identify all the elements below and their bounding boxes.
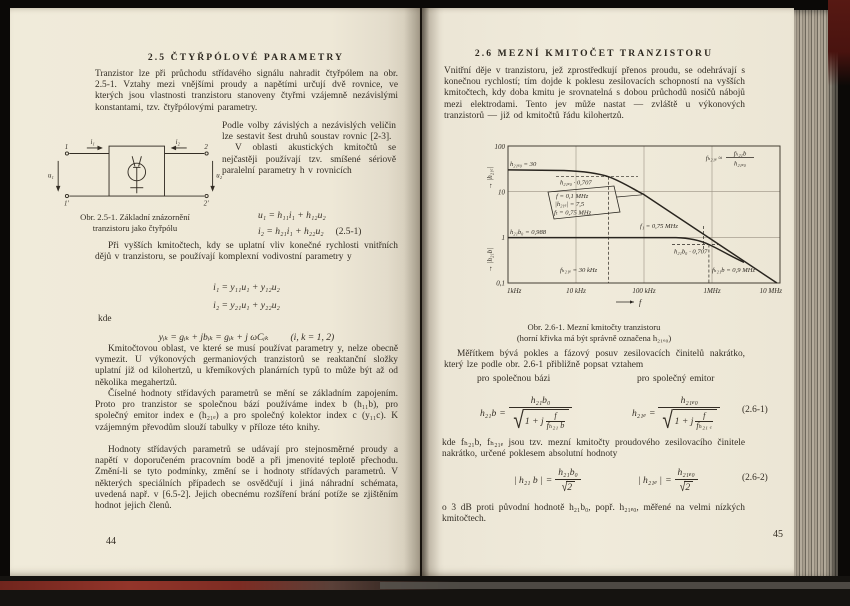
- eq-numerator: h₂₁b₀: [509, 395, 573, 408]
- eq-lhs: | h₂₁ b |: [514, 475, 543, 487]
- formula-lhs: fₕ₂₁ₑ ≈: [705, 155, 722, 162]
- equation-2-6-1-row: [422, 389, 794, 435]
- ytick-10: 10: [498, 188, 505, 197]
- paragraph-hodnoty: Hodnoty střídavých parametrů se udávají pro stejnosměrné proudy a napětí v doporučeném pracovním bodě a při jmenovité teplotě přechodu. Změní-li se tyto podmínky, změní se i hodnoty střídavých parametrů. V některých speciálních případech se osvědčují i jiná náhradní schémata, uvedená např. v [6.5-2]. Jejich obecnému rozšíření brání potíže se zjištěním hodnot jejich členů.: [95, 445, 398, 512]
- figure-caption-line-2: tranzistoru jako čtyřpólu: [92, 222, 178, 233]
- ytick-100: 100: [494, 143, 505, 151]
- figure-caption-2-5-1: [40, 212, 230, 233]
- annotation-line-1: f = 0,1 MHz: [556, 193, 589, 200]
- equation-h-line1: u₁ = h₁₁i₁ + h₁₂u₂: [258, 210, 326, 221]
- section-header-2-5: 2.5 ČTYŘPÓLOVÉ PARAMETRY: [147, 52, 345, 63]
- paragraph-meritkem: Měřítkem bývá pokles a fázový posuv zesilovacích činitelů nakrátko, který lze podle obr. 2.6-1 přibližně popsat vztahem: [444, 349, 745, 371]
- transistor-symbol: [128, 156, 146, 193]
- text-kde: kde: [98, 314, 112, 324]
- chart-annotation-box: [548, 186, 642, 219]
- formula-denominator: h₂₁ₑ₀: [734, 160, 746, 168]
- equation-y-line2: i₂ = y₂₁u₁ + y₂₂u₂: [213, 300, 280, 311]
- chart-formula: [706, 151, 754, 168]
- figure-caption-line-1: Obr. 2.5-1. Základní znázornění: [80, 212, 190, 222]
- paragraph-kde-fh21: kde fₕ₂₁b, fₕ₂₁ₑ jsou tzv. mezní kmitočty proudového zesilovacího činitele nakrátko, určené poklesem absolutní hodnoty: [442, 438, 745, 460]
- equation-yik-body: yᵢₖ = gᵢₖ + jbᵢₖ = gᵢₖ + j ωCᵢₖ: [158, 332, 269, 343]
- eq-lhs: h₂₁ₑ: [632, 407, 646, 419]
- xtick-10khz: 10 kHz: [566, 287, 586, 295]
- figure-caption-line-2: (horní křivka má být správně označena h₂₁ₑ₀): [516, 332, 672, 343]
- eq-denominator: 2: [684, 481, 693, 493]
- equation-2-6-2-row: [422, 465, 794, 497]
- annotation-line-2: |h₂₁ₑ| = 7,5: [555, 201, 585, 208]
- ytick-0-1: 0,1: [496, 279, 505, 288]
- voltage-label-u2: u₂: [216, 172, 223, 180]
- terminal-label-2p: 2′: [203, 200, 209, 208]
- figure-caption-line-1: Obr. 2.6-1. Mezní kmitočty tranzistoru: [527, 322, 661, 332]
- eq-numerator: h₂₁ₑ₀: [675, 467, 698, 480]
- paragraph-3db: o 3 dB proti původní hodnotě h₂₁b₀, popř. h₂₁ₑ₀, měřené na velmi nízkých kmitočtech.: [442, 503, 745, 525]
- annotation-line-3: fₜ = 0,75 MHz: [554, 209, 592, 217]
- equation-number-2-5-1: (2.5-1): [335, 226, 362, 237]
- eq-numerator: h₂₁b₀: [555, 467, 581, 480]
- paragraph-intro-left: Tranzistor lze při průchodu střídavého signálu nahradit čtyřpólem na obr. 2.5-1. Vztahy mezi vnějšími proudy a napětími určují dvě rovnice, ve kterých jsou vlastnosti tranzistoru stanoveny čtyřmi vzájemně nezávislými konstantami, tzv. čtyřpólovými parametry.: [95, 69, 398, 113]
- equation-2-5-1: [258, 205, 361, 237]
- table-edge: [0, 576, 850, 606]
- four-pole-diagram: [48, 134, 223, 210]
- equation-number-2-6-1: (2.6-1): [742, 405, 768, 415]
- column-header-base: pro společnou bázi: [477, 374, 551, 384]
- section-header-2-6: 2.6 MEZNÍ KMITOČET TRANZISTORU: [474, 48, 714, 59]
- paragraph-ciselne: Číselné hodnoty střídavých parametrů se mění se základním zapojením. Proto pro tranzistor se společnou bází používáme index b (h₁₁b), pro společný emitor index e (h₂₁ₑ) a pro společný kolektor index c (y₁₁c). K vzájemným převodům slouží tabulky v příloze této knihy.: [95, 389, 398, 433]
- label-h21e0-707: h₂₁ₑ₀ · 0,707: [560, 179, 592, 187]
- figure-caption-2-6-1: [444, 322, 744, 343]
- terminal-label-1: 1: [64, 143, 69, 151]
- equation-2-6-1-base: h₂₁b = h₂₁b₀ √ 1 + j $\frac{f}{\text{fₕ₂₁ b}}$: [480, 395, 572, 431]
- label-fh21e: fₕ₂₁ₑ = 30 kHz: [560, 267, 598, 274]
- y-axis-label-h21e: → |h₂₁ₑ|: [486, 166, 494, 190]
- label-h21b0-707: h₂₁b₀ · 0,707: [674, 248, 708, 256]
- xtick-10mhz: 10 MHz: [759, 287, 782, 295]
- book-cover-edge: [828, 0, 850, 86]
- equation-2-6-2-emitor: | h₂₁ₑ | = h₂₁ₑ₀ √ 2: [638, 467, 698, 494]
- ytick-1: 1: [501, 234, 505, 242]
- label-h21e0: h₂₁ₑ₀ = 30: [510, 161, 537, 168]
- equation-yik: [95, 327, 398, 345]
- eq-denominator: 2: [566, 481, 575, 493]
- eq-den-pre: 1 + j: [524, 415, 544, 427]
- current-label-i1: i₁: [90, 139, 95, 147]
- equation-yik-condition: (i, k = 1, 2): [290, 332, 335, 343]
- y-axis-label-h21b: → |h₂₁b|: [486, 247, 494, 273]
- column-header-emitor: pro společný emitor: [637, 374, 715, 384]
- x-axis-label: f: [639, 298, 642, 307]
- eq-sign: =: [545, 475, 553, 487]
- right-column-text: [222, 121, 396, 177]
- paragraph-v-oblasti: V oblasti akustických kmitočtů se nejčastěji používají tzv. smíšené sériově paralelní parametry h v rovnicích: [222, 143, 396, 176]
- right-page: [422, 8, 794, 576]
- current-label-i2: i₂: [175, 139, 180, 147]
- equation-y-line1: i₁ = y₁₁u₁ + y₁₂u₂: [213, 282, 280, 293]
- eq-sign: =: [499, 407, 506, 419]
- left-page: [10, 8, 420, 576]
- formula-numerator: fₕ₂₁b: [733, 150, 747, 158]
- page-number-44: 44: [106, 536, 116, 547]
- eq-den-num: f: [695, 412, 713, 422]
- frequency-response-chart: [486, 138, 788, 312]
- eq-den-den: fₕ₂₁ b: [546, 420, 565, 430]
- xtick-1mhz: 1MHz: [703, 287, 721, 295]
- xtick-100khz: 100 kHz: [632, 287, 656, 295]
- equation-y: [95, 277, 398, 295]
- paragraph-intro-right: Vnitřní děje v tranzistoru, jež zprostředkují přenos proudu, se odehrávají s konečnou rychlostí; tím dojde k poklesu zesilovacích schopností na vyšších kmitočtech, kdy doba kmitu je srovnatelná s dobou průchodů nosičů nábojů mezi elektrodami. Tento jev může nastat — zvláště u výkonových tranzistorů — již od kmitočtů řádu kilohertzů.: [444, 66, 745, 121]
- xtick-1khz: 1kHz: [507, 287, 522, 295]
- x-axis-label-group: [616, 298, 643, 307]
- voltage-label-u1: u₁: [48, 172, 54, 180]
- page-number-45: 45: [773, 529, 783, 540]
- chart-labels: [510, 161, 755, 274]
- equation-2-6-2-base: | h₂₁ b | = h₂₁b₀ √ 2: [514, 467, 581, 494]
- eq-lhs: h₂₁b: [480, 407, 497, 419]
- eq-den-den: fₕ₂₁ ₑ: [696, 420, 713, 430]
- label-fh21b: fₕ₂₁b = 0,9 MHz: [712, 267, 756, 274]
- eq-sign: =: [648, 407, 656, 419]
- paragraph-kmitoctovou: Kmitočtovou oblast, ve které se musí používat parametry y, nelze obecně vymezit. U výkonových germaniových tranzistorů se reaktanční složky uplatní již od kilohertzů, u křemíkových planárních typů to může být až od několika megahertzů.: [95, 344, 398, 388]
- table-surface-strip: [380, 582, 850, 589]
- label-h21b0: h₂₁b₀ = 0,988: [510, 229, 547, 236]
- equation-2-6-1-emitor: h₂₁ₑ = h₂₁ₑ₀ √ 1 + j $\frac{f}{\text{fₕ₂₁ ₑ}}$: [632, 395, 720, 431]
- terminal-label-1p: 1′: [64, 200, 69, 208]
- eq-den-num: f: [546, 412, 566, 422]
- page-edges: [794, 10, 838, 580]
- equation-h-line2: i₂ = h₂₁i₁ + h₂₂u₂: [258, 226, 324, 237]
- eq-den-pre: 1 + j: [674, 415, 694, 427]
- paragraph-podle-volby: Podle volby závislých a nezávislých veličin lze sestavit šest druhů soustav rovnic [2-3].: [222, 121, 396, 143]
- equation-number-2-6-2: (2.6-2): [742, 473, 768, 483]
- eq-sign: =: [665, 475, 672, 487]
- terminal-label-2: 2: [204, 143, 208, 151]
- paragraph-pri-vyssich: Při vyšších kmitočtech, kdy se uplatní vliv konečné rychlosti vnitřních dějů v tranzistoru, se používají komplexní vodivostní parametry y: [95, 241, 398, 263]
- label-f1: f₁ = 0,75 MHz: [640, 223, 678, 230]
- eq-numerator: h₂₁ₑ₀: [658, 395, 720, 408]
- eq-lhs: | h₂₁ₑ |: [638, 475, 663, 487]
